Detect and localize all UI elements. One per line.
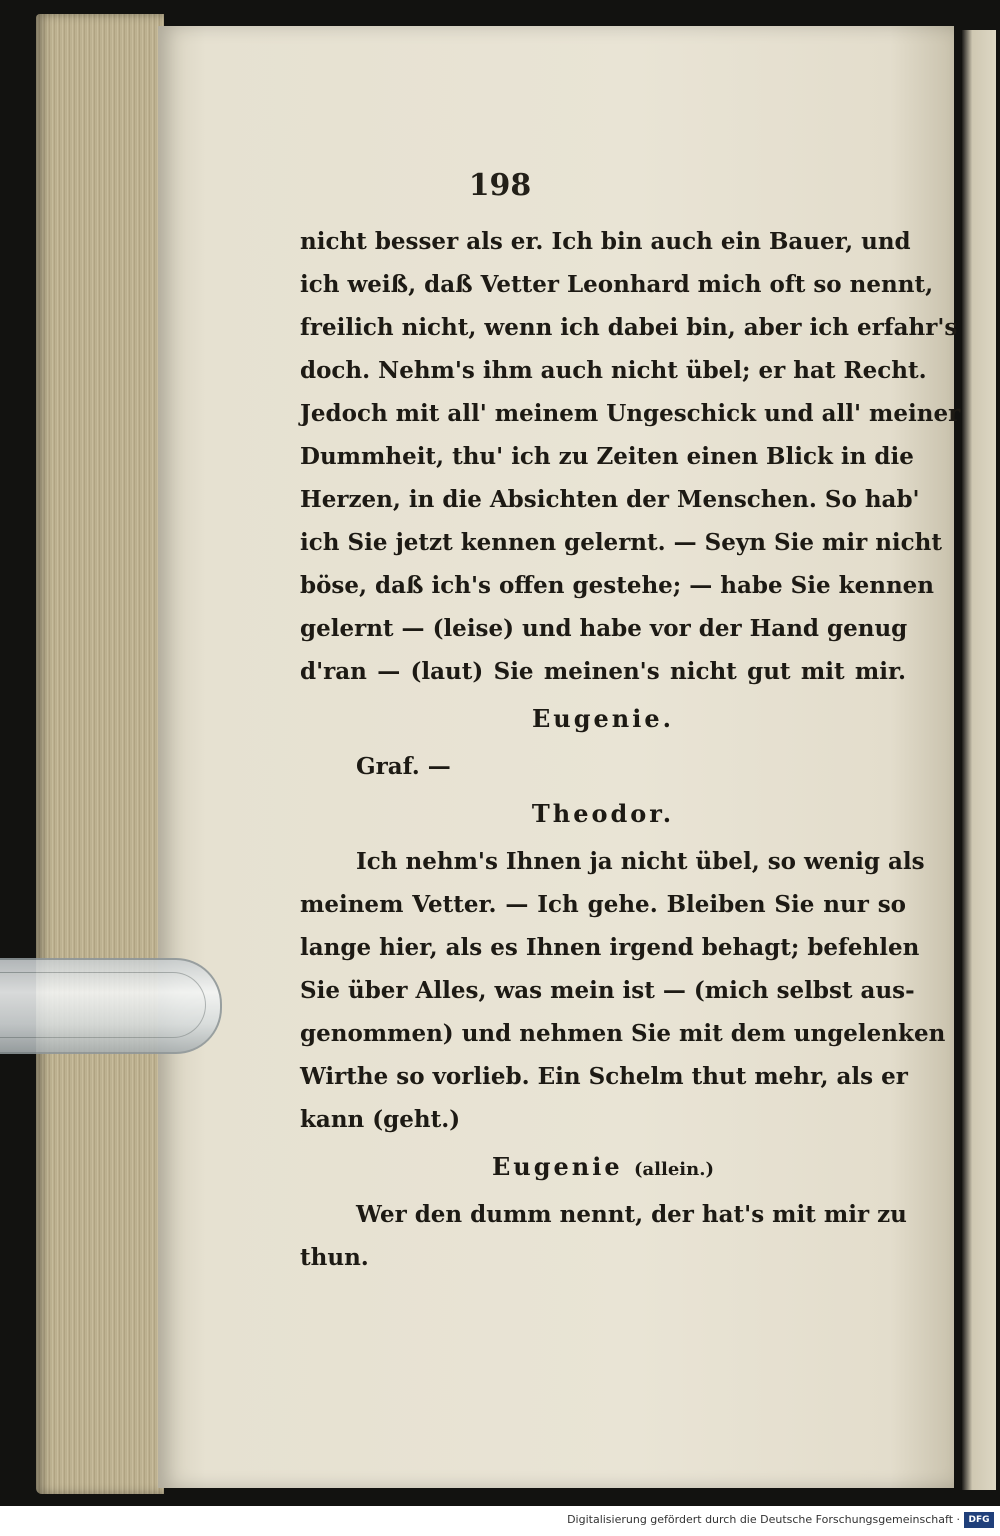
text-line: freilich nicht, wenn ich dabei bin, aber ich erfahr's bbox=[300, 314, 958, 341]
footer-credit: Digitalisierung gefördert durch die Deutsche Forschungsgemeinschaft · bbox=[567, 1513, 960, 1526]
text-line: meinem Vetter. — Ich gehe. Bleiben Sie nur so bbox=[300, 891, 906, 918]
footer-bar bbox=[0, 1506, 1000, 1536]
text-line: Wer den dumm nennt, der hat's mit mir zu bbox=[356, 1201, 907, 1228]
page-clip-highlight bbox=[0, 972, 206, 1038]
facing-page-edge bbox=[962, 30, 996, 1490]
text-line: Jedoch mit all' meinem Ungeschick und all' meiner bbox=[300, 400, 961, 427]
page-clip bbox=[0, 958, 222, 1054]
text-line: Sie über Alles, was mein ist — (mich selbst aus- bbox=[300, 977, 915, 1004]
speaker-label: Eugenie bbox=[491, 1152, 623, 1181]
text-line: lange hier, als es Ihnen irgend behagt; befehlen bbox=[300, 934, 920, 961]
text-line: nicht besser als er. Ich bin auch ein Bauer, und bbox=[300, 228, 911, 255]
speaker-name: Theodor. bbox=[531, 799, 675, 828]
page-number: 198 bbox=[468, 168, 532, 203]
text-line: Graf. — bbox=[356, 753, 451, 780]
stage-direction: (allein.) bbox=[633, 1159, 714, 1180]
dfg-logo: DFG bbox=[964, 1512, 994, 1528]
text-line: doch. Nehm's ihm auch nicht übel; er hat Recht. bbox=[300, 357, 927, 384]
book-page-edges bbox=[36, 14, 164, 1494]
text-line: d'ran — (laut) Sie meinen's nicht gut mit mir. bbox=[300, 658, 906, 685]
speaker-name: Eugenie. bbox=[532, 704, 674, 733]
page-text bbox=[300, 220, 961, 1279]
text-line: thun. bbox=[300, 1244, 369, 1271]
text-line: genommen) und nehmen Sie mit dem ungelenken bbox=[300, 1020, 946, 1047]
text-line: Ich nehm's Ihnen ja nicht übel, so wenig als bbox=[356, 848, 925, 875]
text-line: ich weiß, daß Vetter Leonhard mich oft so nennt, bbox=[300, 271, 934, 298]
text-line: kann (geht.) bbox=[300, 1106, 461, 1133]
text-line: Wirthe so vorlieb. Ein Schelm thut mehr, als er bbox=[300, 1063, 908, 1090]
text-line: gelernt — (leise) und habe vor der Hand genug bbox=[300, 615, 908, 642]
text-line: ich Sie jetzt kennen gelernt. — Seyn Sie mir nicht bbox=[300, 529, 943, 556]
text-line: Herzen, in die Absichten der Menschen. So hab' bbox=[300, 486, 920, 513]
text-line: böse, daß ich's offen gestehe; — habe Sie kennen bbox=[300, 572, 935, 599]
speaker-name bbox=[300, 1141, 906, 1193]
text-line: Dummheit, thu' ich zu Zeiten einen Blick in die bbox=[300, 443, 914, 470]
